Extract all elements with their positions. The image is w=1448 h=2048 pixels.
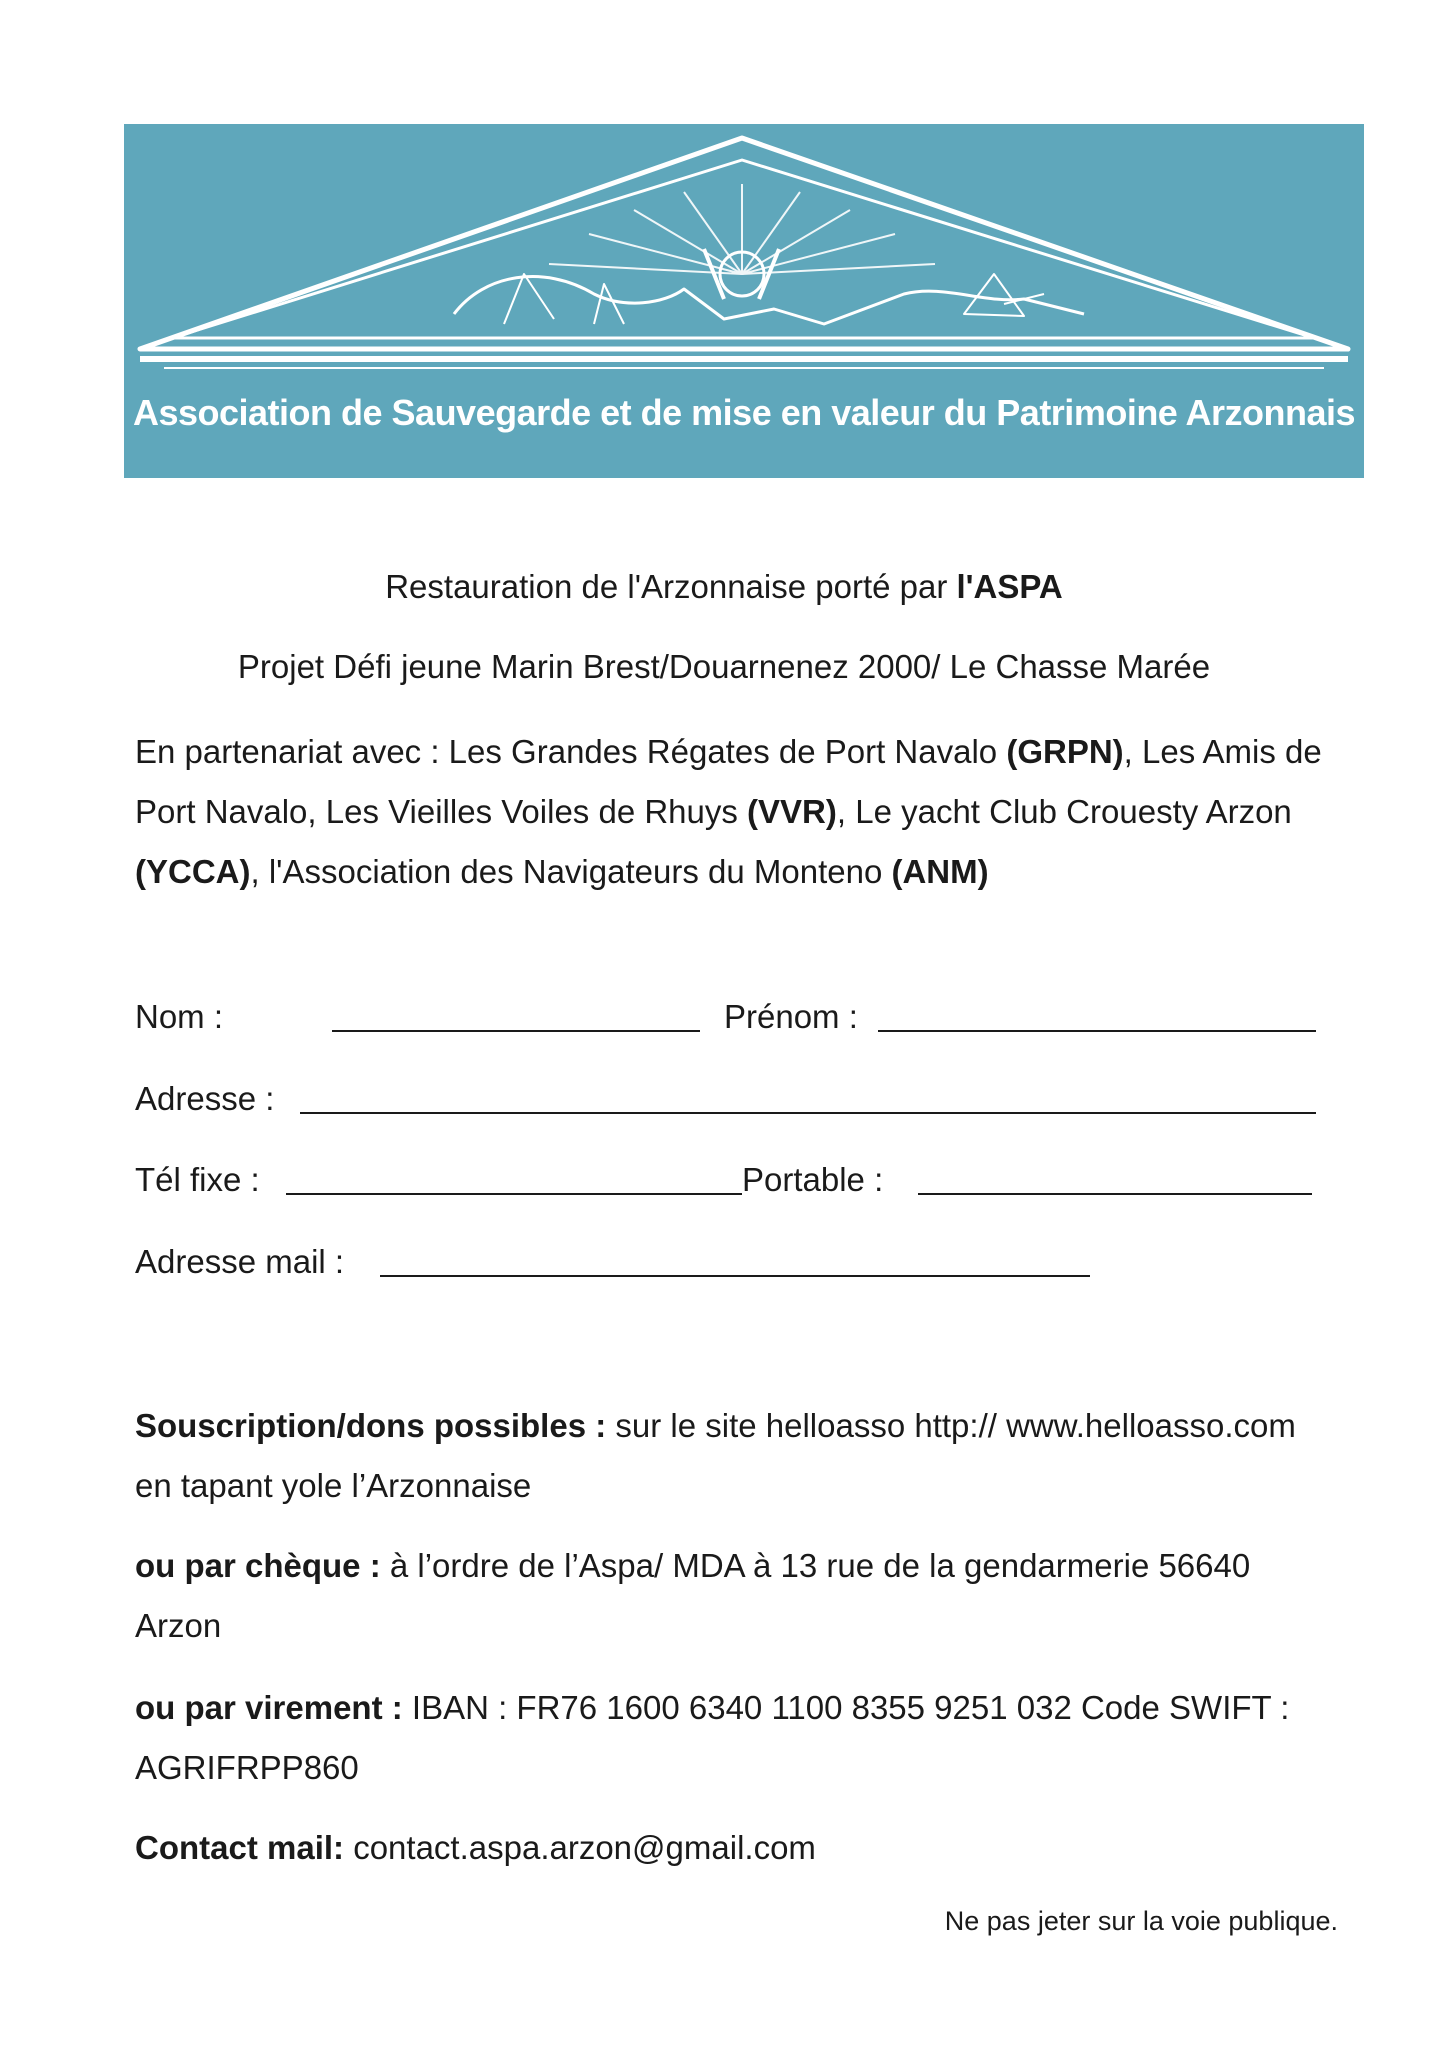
project-line: Projet Défi jeune Marin Brest/Douarnenez 2000/ Le Chasse Marée: [237, 648, 1211, 685]
banner-caption: Association de Sauvegarde et de mise en valeur du Patrimoine Arzonnais: [132, 392, 1356, 433]
partners-text-2: , Les Amis de Port Navalo, Les Vieilles Voiles de Rhuys: [135, 733, 1322, 830]
restoration-title-aspa: l'ASPA: [956, 568, 1063, 605]
partners-paragraph: [135, 722, 1330, 902]
contact-paragraph: [135, 1818, 1330, 1878]
souscription-paragraph: [135, 1396, 1330, 1516]
cheque-label: ou par chèque :: [135, 1547, 381, 1584]
partners-text-4: , l'Association des Navigateurs du Monteno: [250, 853, 892, 890]
contact-label: Contact mail:: [135, 1829, 345, 1866]
restoration-title-text: Restauration de l'Arzonnaise porté par: [385, 568, 957, 605]
adresse-line[interactable]: [300, 1112, 1316, 1114]
portable-line[interactable]: [918, 1193, 1312, 1195]
contact-email: contact.aspa.arzon@gmail.com: [344, 1829, 816, 1866]
virement-text: IBAN : FR76 1600 6340 1100 8355 9251 032 Code SWIFT : AGRIFRPP860: [135, 1689, 1290, 1786]
cheque-text: à l’ordre de l’Aspa/ MDA à 13 rue de la gendarmerie 56640 Arzon: [135, 1547, 1251, 1644]
souscription-label: Souscription/dons possibles :: [135, 1407, 607, 1444]
restoration-title: [0, 570, 1448, 603]
tel-line[interactable]: [286, 1193, 742, 1195]
prenom-line[interactable]: [878, 1030, 1316, 1032]
footer-notice: Ne pas jeter sur la voie publique.: [944, 1906, 1338, 1936]
virement-paragraph: [135, 1678, 1330, 1798]
header-banner: [124, 124, 1364, 478]
souscription-text: sur le site helloasso http:// www.helloasso.com en tapant yole l’Arzonnaise: [135, 1407, 1296, 1504]
mail-line[interactable]: [380, 1275, 1090, 1277]
adresse-label: Adresse :: [135, 1080, 275, 1117]
tel-label: Tél fixe :: [135, 1161, 260, 1198]
mail-label: Adresse mail :: [135, 1243, 345, 1280]
prenom-label: Prénom :: [724, 998, 858, 1035]
nom-line[interactable]: [332, 1030, 700, 1032]
portable-label: Portable :: [742, 1161, 884, 1198]
partner-grpn: (GRPN): [1006, 733, 1124, 770]
partner-ycca: (YCCA): [135, 853, 251, 890]
virement-label: ou par virement :: [135, 1689, 403, 1726]
cheque-paragraph: [135, 1536, 1330, 1656]
partner-vvr: (VVR): [747, 793, 837, 830]
partners-text-3: , Le yacht Club Crouesty Arzon: [836, 793, 1292, 830]
partners-text-1: En partenariat avec : Les Grandes Régates de Port Navalo: [135, 733, 1007, 770]
partner-anm: (ANM): [891, 853, 989, 890]
nom-label: Nom :: [135, 998, 224, 1035]
